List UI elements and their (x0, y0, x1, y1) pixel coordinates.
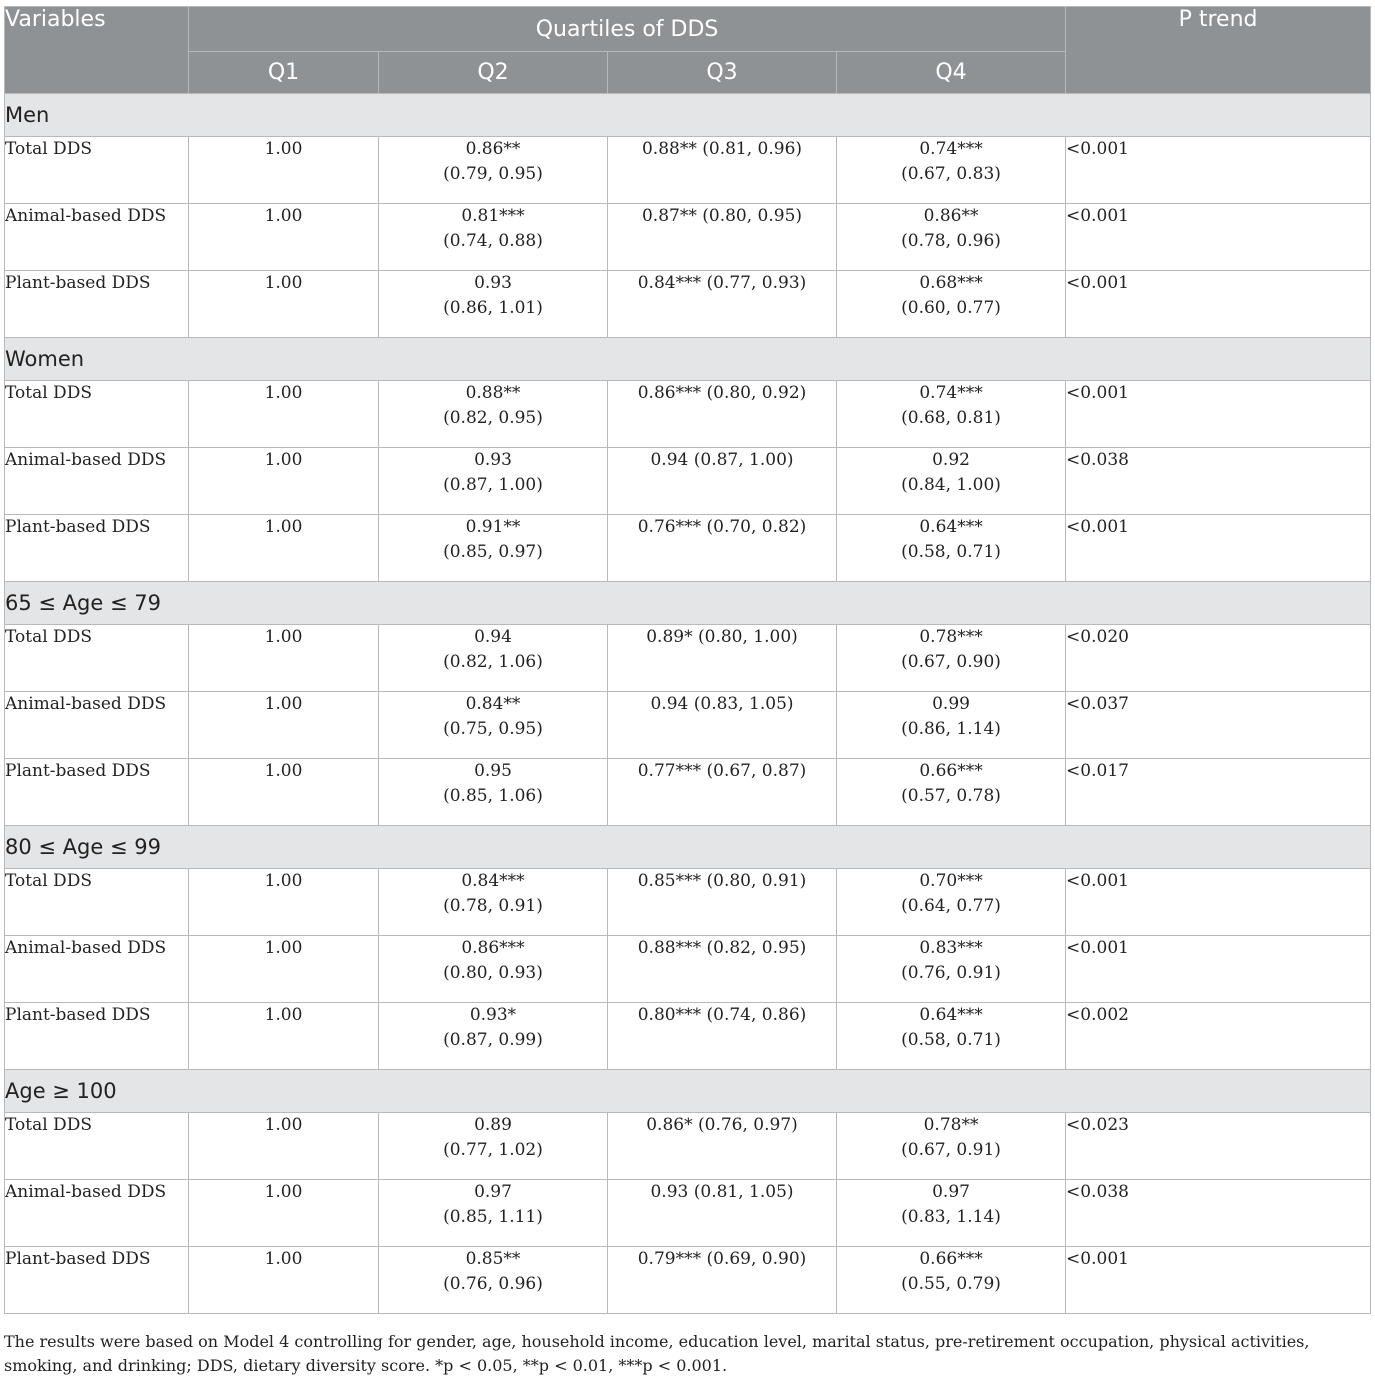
table-row (5, 625, 1371, 692)
cell-q2-line-2: (0.79, 0.95) (443, 164, 543, 184)
cell-variable: Plant-based DDS (5, 759, 189, 826)
cell-q2-line-2: (0.74, 0.88) (443, 231, 543, 251)
cell-q4 (837, 271, 1066, 338)
group-label: 80 ≤ Age ≤ 99 (5, 826, 1371, 869)
cell-q1: 1.00 (189, 759, 379, 826)
cell-p-trend: <0.001 (1066, 936, 1371, 1003)
table-row (5, 137, 1371, 204)
cell-q2-line-2: (0.87, 1.00) (443, 475, 543, 495)
cell-q1: 1.00 (189, 1003, 379, 1070)
cell-q4 (837, 759, 1066, 826)
cell-q4-line-2: (0.55, 0.79) (901, 1274, 1001, 1294)
cell-q2-line-1: 0.93* (469, 1005, 517, 1025)
cell-q2-line-1: 0.89 (474, 1115, 512, 1135)
cell-q2-line-1: 0.88** (465, 383, 521, 403)
cell-p-trend: <0.038 (1066, 448, 1371, 515)
cell-q4-line-1: 0.78*** (919, 627, 983, 647)
cell-q4 (837, 137, 1066, 204)
cell-variable: Plant-based DDS (5, 1003, 189, 1070)
cell-q4-line-2: (0.58, 0.71) (901, 542, 1001, 562)
cell-p-trend: <0.023 (1066, 1113, 1371, 1180)
table-row (5, 515, 1371, 582)
cell-q1: 1.00 (189, 1113, 379, 1180)
cell-q1: 1.00 (189, 381, 379, 448)
cell-p-trend: <0.001 (1066, 137, 1371, 204)
table-row (5, 381, 1371, 448)
cell-q4-line-1: 0.97 (932, 1182, 970, 1202)
cell-q2-line-1: 0.84** (465, 694, 521, 714)
cell-variable: Animal-based DDS (5, 692, 189, 759)
cell-q4 (837, 936, 1066, 1003)
group-label: 65 ≤ Age ≤ 79 (5, 582, 1371, 625)
cell-q2 (379, 1113, 608, 1180)
cell-q1: 1.00 (189, 936, 379, 1003)
cell-q2 (379, 1003, 608, 1070)
cell-p-trend: <0.001 (1066, 204, 1371, 271)
cell-q4 (837, 1003, 1066, 1070)
header-quartiles: Quartiles of DDS (189, 7, 1066, 52)
cell-q4-line-2: (0.58, 0.71) (901, 1030, 1001, 1050)
cell-q2-line-2: (0.87, 0.99) (443, 1030, 543, 1050)
cell-q3: 0.84*** (0.77, 0.93) (608, 271, 837, 338)
cell-q4-line-2: (0.78, 0.96) (901, 231, 1001, 251)
cell-q4-line-1: 0.92 (932, 450, 970, 470)
header-q3: Q3 (608, 52, 837, 94)
group-label: Men (5, 94, 1371, 137)
cell-q4-line-2: (0.57, 0.78) (901, 786, 1001, 806)
header-q4: Q4 (837, 52, 1066, 94)
cell-q4 (837, 381, 1066, 448)
cell-q3: 0.85*** (0.80, 0.91) (608, 869, 837, 936)
cell-q3: 0.76*** (0.70, 0.82) (608, 515, 837, 582)
cell-q3: 0.87** (0.80, 0.95) (608, 204, 837, 271)
cell-q1: 1.00 (189, 692, 379, 759)
header-q2: Q2 (379, 52, 608, 94)
table-row (5, 1247, 1371, 1314)
cell-q2-line-1: 0.81*** (461, 206, 525, 226)
cell-q3: 0.88** (0.81, 0.96) (608, 137, 837, 204)
cell-p-trend: <0.001 (1066, 1247, 1371, 1314)
cell-q4-line-1: 0.86** (923, 206, 979, 226)
cell-variable: Total DDS (5, 381, 189, 448)
cell-variable: Total DDS (5, 1113, 189, 1180)
cell-q4-line-1: 0.64*** (919, 517, 983, 537)
cell-p-trend: <0.002 (1066, 1003, 1371, 1070)
group-row (5, 826, 1371, 869)
cell-q1: 1.00 (189, 869, 379, 936)
cell-q4 (837, 515, 1066, 582)
cell-q3: 0.79*** (0.69, 0.90) (608, 1247, 837, 1314)
group-row (5, 94, 1371, 137)
cell-q1: 1.00 (189, 204, 379, 271)
cell-q4-line-1: 0.68*** (919, 273, 983, 293)
group-row (5, 582, 1371, 625)
group-row (5, 338, 1371, 381)
cell-q2-line-1: 0.97 (474, 1182, 512, 1202)
cell-p-trend: <0.001 (1066, 271, 1371, 338)
cell-variable: Plant-based DDS (5, 515, 189, 582)
cell-q1: 1.00 (189, 271, 379, 338)
cell-q4-line-1: 0.78** (923, 1115, 979, 1135)
table-footnote (4, 1330, 1372, 1378)
cell-q4-line-1: 0.74*** (919, 383, 983, 403)
cell-q4-line-1: 0.66*** (919, 1249, 983, 1269)
cell-variable: Animal-based DDS (5, 204, 189, 271)
cell-q4 (837, 692, 1066, 759)
cell-q1: 1.00 (189, 1247, 379, 1314)
cell-q3: 0.94 (0.87, 1.00) (608, 448, 837, 515)
cell-p-trend: <0.017 (1066, 759, 1371, 826)
footnote-text: The results were based on Model 4 controlling for gender, age, household income, education level, marital status, pre-retirement occupation, physical activities, smoking, and drinking; DDS, dietary diversity score. (4, 1332, 1310, 1375)
cell-q2 (379, 936, 608, 1003)
cell-q2-line-2: (0.82, 1.06) (443, 652, 543, 672)
cell-q4-line-2: (0.67, 0.83) (901, 164, 1001, 184)
table-row (5, 1003, 1371, 1070)
cell-q2-line-1: 0.91** (465, 517, 521, 537)
cell-q4-line-2: (0.76, 0.91) (901, 963, 1001, 983)
cell-q4 (837, 869, 1066, 936)
cell-q4-line-2: (0.64, 0.77) (901, 896, 1001, 916)
cell-q2-line-2: (0.85, 1.06) (443, 786, 543, 806)
group-label: Women (5, 338, 1371, 381)
cell-q4-line-1: 0.83*** (919, 938, 983, 958)
cell-q4 (837, 1247, 1066, 1314)
cell-q1: 1.00 (189, 137, 379, 204)
cell-variable: Total DDS (5, 869, 189, 936)
header-variables: Variables (5, 7, 189, 94)
cell-q2 (379, 759, 608, 826)
cell-q2-line-1: 0.84*** (461, 871, 525, 891)
table-row (5, 759, 1371, 826)
cell-q1: 1.00 (189, 625, 379, 692)
cell-q2-line-2: (0.78, 0.91) (443, 896, 543, 916)
cell-q3: 0.86*** (0.80, 0.92) (608, 381, 837, 448)
group-label: Age ≥ 100 (5, 1070, 1371, 1113)
cell-q2-line-1: 0.86*** (461, 938, 525, 958)
footnote-sig-1: *p < 0.05, (435, 1356, 523, 1375)
cell-q2-line-2: (0.85, 1.11) (443, 1207, 543, 1227)
cell-p-trend: <0.020 (1066, 625, 1371, 692)
cell-q1: 1.00 (189, 1180, 379, 1247)
cell-q4 (837, 448, 1066, 515)
cell-q2-line-1: 0.85** (465, 1249, 521, 1269)
cell-q4-line-2: (0.83, 1.14) (901, 1207, 1001, 1227)
cell-q2 (379, 204, 608, 271)
header-q1: Q1 (189, 52, 379, 94)
cell-q4-line-2: (0.68, 0.81) (901, 408, 1001, 428)
cell-q2 (379, 1180, 608, 1247)
header-row-1 (5, 7, 1371, 52)
cell-q2-line-2: (0.85, 0.97) (443, 542, 543, 562)
cell-q4 (837, 1113, 1066, 1180)
cell-variable: Total DDS (5, 137, 189, 204)
cell-p-trend: <0.001 (1066, 515, 1371, 582)
cell-q2-line-1: 0.93 (474, 450, 512, 470)
cell-q3: 0.80*** (0.74, 0.86) (608, 1003, 837, 1070)
group-row (5, 1070, 1371, 1113)
cell-q4 (837, 1180, 1066, 1247)
cell-variable: Animal-based DDS (5, 448, 189, 515)
cell-q2-line-1: 0.94 (474, 627, 512, 647)
cell-p-trend: <0.037 (1066, 692, 1371, 759)
cell-variable: Total DDS (5, 625, 189, 692)
cell-q3: 0.88*** (0.82, 0.95) (608, 936, 837, 1003)
cell-q4-line-2: (0.67, 0.91) (901, 1140, 1001, 1160)
cell-q2-line-2: (0.77, 1.02) (443, 1140, 543, 1160)
cell-q2-line-2: (0.75, 0.95) (443, 719, 543, 739)
cell-q2-line-2: (0.86, 1.01) (443, 298, 543, 318)
cell-variable: Animal-based DDS (5, 1180, 189, 1247)
table-row (5, 204, 1371, 271)
cell-q2 (379, 448, 608, 515)
cell-variable: Plant-based DDS (5, 271, 189, 338)
cell-q4-line-2: (0.60, 0.77) (901, 298, 1001, 318)
cell-p-trend: <0.001 (1066, 869, 1371, 936)
cell-q4 (837, 625, 1066, 692)
table-row (5, 448, 1371, 515)
table-row (5, 869, 1371, 936)
cell-q1: 1.00 (189, 515, 379, 582)
cell-q2-line-2: (0.76, 0.96) (443, 1274, 543, 1294)
cell-q2-line-2: (0.80, 0.93) (443, 963, 543, 983)
cell-q4-line-2: (0.67, 0.90) (901, 652, 1001, 672)
cell-q4 (837, 204, 1066, 271)
cell-variable: Animal-based DDS (5, 936, 189, 1003)
cell-q3: 0.93 (0.81, 1.05) (608, 1180, 837, 1247)
results-table (4, 6, 1371, 1314)
cell-p-trend: <0.001 (1066, 381, 1371, 448)
cell-q3: 0.94 (0.83, 1.05) (608, 692, 837, 759)
cell-q4-line-1: 0.70*** (919, 871, 983, 891)
footnote-sig-2: **p < 0.01, (522, 1356, 619, 1375)
table-row (5, 1113, 1371, 1180)
cell-q4-line-2: (0.86, 1.14) (901, 719, 1001, 739)
cell-variable: Plant-based DDS (5, 1247, 189, 1314)
cell-q4-line-1: 0.66*** (919, 761, 983, 781)
cell-q2 (379, 692, 608, 759)
footnote-sig-3: ***p < 0.001. (618, 1356, 728, 1375)
cell-q3: 0.77*** (0.67, 0.87) (608, 759, 837, 826)
cell-q3: 0.89* (0.80, 1.00) (608, 625, 837, 692)
table-row (5, 936, 1371, 1003)
cell-q4-line-1: 0.74*** (919, 139, 983, 159)
cell-q2 (379, 381, 608, 448)
cell-q2 (379, 515, 608, 582)
cell-q2 (379, 1247, 608, 1314)
cell-q1: 1.00 (189, 448, 379, 515)
table-row (5, 1180, 1371, 1247)
cell-q2-line-2: (0.82, 0.95) (443, 408, 543, 428)
cell-q4-line-1: 0.64*** (919, 1005, 983, 1025)
cell-q2 (379, 869, 608, 936)
cell-q2 (379, 137, 608, 204)
cell-q2-line-1: 0.86** (465, 139, 521, 159)
cell-q2 (379, 271, 608, 338)
cell-q3: 0.86* (0.76, 0.97) (608, 1113, 837, 1180)
cell-q4-line-2: (0.84, 1.00) (901, 475, 1001, 495)
cell-q4-line-1: 0.99 (932, 694, 970, 714)
header-p-trend: P trend (1066, 7, 1371, 94)
table-row (5, 692, 1371, 759)
cell-q2 (379, 625, 608, 692)
cell-q2-line-1: 0.93 (474, 273, 512, 293)
cell-q2-line-1: 0.95 (474, 761, 512, 781)
cell-p-trend: <0.038 (1066, 1180, 1371, 1247)
table-row (5, 271, 1371, 338)
